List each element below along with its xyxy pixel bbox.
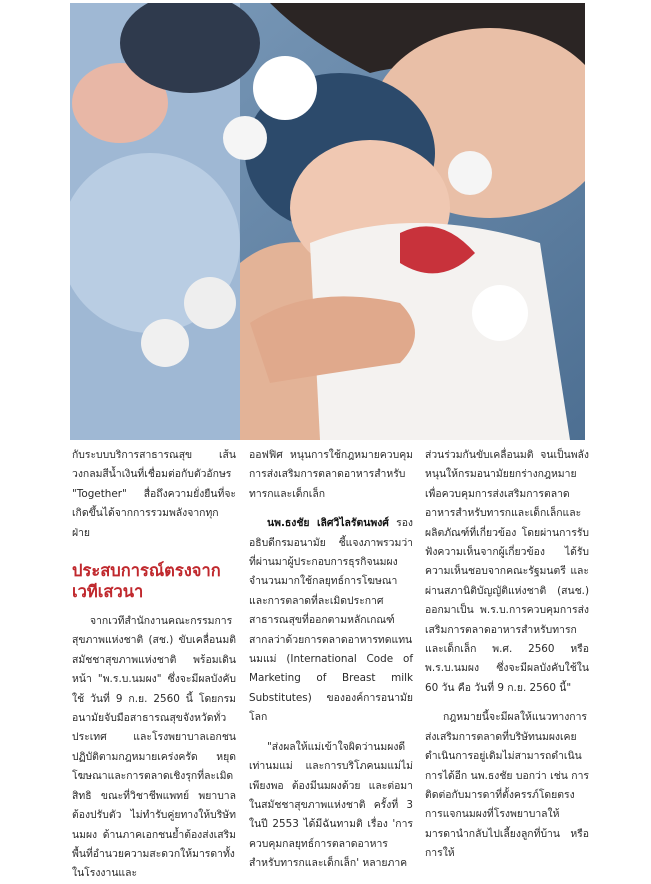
newborn-photo (70, 3, 585, 440)
paragraph: กฎหมายนี้จะมีผลให้แนวทางการส่งเสริมการตลาดที่บริษัทนมผงเคยดำเนินการอยู่เดิมไม่สามารถดำเนินการได้อีก นพ.ธงชัย บอกว่า เช่น การติดต่อกับมารดาที่ตั้งครรภ์โดยตรง การแจกนมผงที่โรงพยาบาลให้มารดานำกลับไปเลี้ยงลูกที่บ้าน หรือการให้ (425, 711, 589, 860)
paragraph: จากเวทีสำนักงานคณะกรรมการสุขภาพแห่งชาติ (สช.) ขับเคลื่อนมติสมัชชาสุขภาพแห่งชาติ พร้อมเดินหน้า "พ.ร.บ.นมผง" ซึ่งจะมีผลบังคับใช้ วันที่ 9 ก.ย. 2560 นี้ โดยกรมอนามัยจับมือสาธารณสุขจังหวัดทั่วประเทศ และโรงพยาบาลเอกชนปฏิบัติตามกฎหมายเคร่งครัด หยุดโฆษณาและการตลาดเชิงรุกที่ละเมิดสิทธิ ขณะที่วิชาชีพแพทย์ พยาบาล ต้องปรับตัว ไม่ทำรับคู่ยทางให้บริษัทนมผง ด้านภาคเอกชนย้ำต้องส่งเสริมพื้นที่อำนวยความสะดวกให้มารดาทั้งในโรงงานและ (72, 615, 236, 880)
paragraph: กับระบบบริการสาธารณสุข เส้นวงกลมสีน้ำเงินที่เชื่อมต่อกับตัวอักษร "Together" สื่อถึงความยั่งยืนที่จะเกิดขึ้นได้จากการรวมพลังจากทุกฝ่าย (72, 449, 236, 539)
article-column-3 (425, 446, 589, 864)
section-heading: ประสบการณ์ตรงจากเวทีเสวนา (72, 561, 221, 602)
person-name: นพ.ธงชัย เลิศวิไลรัตนพงศ์ (267, 517, 389, 530)
paragraph: "ส่งผลให้แม่เข้าใจผิดว่านมผงดีเท่านมแม่ และการบริโภคนมแม่ไม่เพียงพอ ต้องมีนมผงด้วย และต่อมาในสมัชชาสุขภาพแห่งชาติ ครั้งที่ 3 ในปี 2553 ได้มีฉันทามติ เรื่อง 'การควบคุมกลยุทธ์การตลาดอาหารสำหรับทารกและเด็กเล็ก' หลายภาค (249, 740, 413, 870)
paragraph: ส่วนร่วมกันขับเคลื่อนมติ จนเป็นพลังหนุนให้กรมอนามัยยกร่างกฎหมายเพื่อควบคุมการส่งเสริมการตลาดอาหารสำหรับทารกและเด็กเล็กและผลิตภัณฑ์ที่เกี่ยวข้อง โดยผ่านการรับฟังความเห็นจากผู้เกี่ยวข้อง ได้รับความเห็นชอบจากคณะรัฐมนตรี และผ่านสภานิติบัญญัติแห่งชาติ (สนช.) ออกมาเป็น พ.ร.บ.การควบคุมการส่งเสริมการตลาดอาหารสำหรับทารกและเด็กเล็ก พ.ศ. 2560 หรือ พ.ร.บ.นมผง ซึ่งจะมีผลบังคับใช้ใน 60 วัน คือ วันที่ 9 ก.ย. 2560 นี้" (425, 449, 589, 694)
paragraph-text: รองอธิบดีกรมอนามัย ชี้แจงภาพรวมว่า ที่ผ่านมาผู้ประกอบการธุรกิจนมผงจำนวนมากใช้กลยุทธ์การโฆษณาและการตลาดที่ละเมิดประกาศสาธารณสุขที่ออกตามหลักเกณฑ์สากลว่าด้วยการตลาดอาหารทดแทนนมแม่ (International Code of Marketing of Breast milk Substitutes) ขององค์การอนามัยโลก (249, 517, 414, 724)
photo-illustration (70, 3, 585, 440)
paragraph-with-name (249, 514, 413, 727)
paragraph: ออฟฟิศ หนุนการใช้กฎหมายควบคุมการส่งเสริมการตลาดอาหารสำหรับทารกและเด็กเล็ก (249, 449, 413, 500)
article-column-1 (72, 446, 236, 884)
article-column-2 (249, 446, 413, 874)
